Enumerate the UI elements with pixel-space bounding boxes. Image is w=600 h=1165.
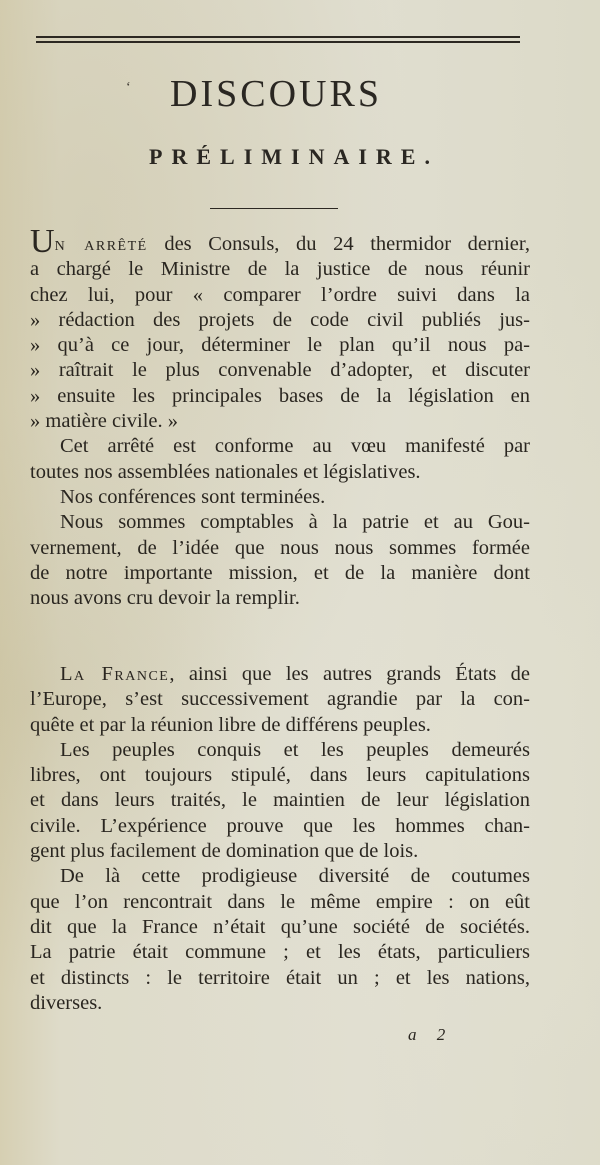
- title-separator-rule: [210, 208, 338, 209]
- text-line: vernement, de l’idée que nous nous sommes formée: [30, 536, 530, 559]
- text-line: quête et par la réunion libre de différens peuples.: [30, 713, 431, 736]
- signature-mark: a 2: [408, 1025, 454, 1044]
- title-mark: ‘: [126, 80, 131, 95]
- text-line: de notre importante mission, et de la manière dont: [30, 561, 530, 584]
- text-line: libres, ont toujours stipulé, dans leurs capitulations: [30, 764, 530, 787]
- text-line: Nos conférences sont terminées.: [60, 485, 326, 508]
- text-line: » ensuite les principales bases de la législation en: [30, 384, 530, 407]
- drop-cap: U: [30, 223, 55, 260]
- text-line: diverses.: [30, 991, 103, 1014]
- text-line: Les peuples conquis et les peuples demeurés: [60, 738, 530, 761]
- text-line: » raîtrait le plus convenable d’adopter, et discuter: [30, 359, 530, 382]
- text-line: dit que la France n’était qu’une société de sociétés.: [30, 915, 530, 938]
- text-line: a chargé le Ministre de la justice de nous réunir: [30, 258, 530, 281]
- text-line: De là cette prodigieuse diversité de coutumes: [60, 865, 530, 888]
- lead-smallcaps: La France: [60, 663, 170, 685]
- text-line: [30, 662, 530, 687]
- text-line: toutes nos assemblées nationales et législatives.: [30, 460, 421, 483]
- page-title: DISCOURS: [170, 73, 382, 115]
- text-line: l’Europe, s’est successivement agrandie par la con-: [30, 688, 530, 711]
- text-line: » matière civile. »: [30, 410, 178, 433]
- text-line: et dans leurs traités, le maintien de leur législation: [30, 789, 530, 812]
- text-line: » qu’à ce jour, déterminer le plan qu’il nous pa-: [30, 334, 530, 357]
- text-line: et distincts : le territoire était un ; et les nations,: [30, 966, 530, 989]
- text-line: » rédaction des projets de code civil publiés jus-: [30, 308, 530, 331]
- line-text: , ainsi que les autres grands États de: [169, 663, 530, 685]
- section-1: [30, 223, 530, 611]
- text-line: La patrie était commune ; et les états, particuliers: [30, 941, 530, 964]
- text-line: gent plus facilement de domination que de lois.: [30, 840, 419, 863]
- page-subtitle: PRÉLIMINAIRE.: [149, 144, 439, 169]
- text-line: nous avons cru devoir la remplir.: [30, 587, 300, 610]
- text-line: civile. L’expérience prouve que les hommes chan-: [30, 814, 530, 837]
- text-line: Nous sommes comptables à la patrie et au Gou-: [60, 511, 530, 534]
- line-text: des Consuls, du 24 thermidor dernier,: [147, 233, 530, 255]
- text-line: [30, 223, 530, 260]
- section-2: [30, 662, 530, 1016]
- text-line: Cet arrêté est conforme au vœu manifesté par: [60, 435, 530, 458]
- text-line: que l’on rencontrait dans le même empire : on eût: [30, 890, 530, 913]
- header-double-rule: [36, 36, 520, 43]
- lead-smallcaps: n arrêté: [54, 233, 148, 255]
- text-line: chez lui, pour « comparer l’ordre suivi dans la: [30, 283, 530, 306]
